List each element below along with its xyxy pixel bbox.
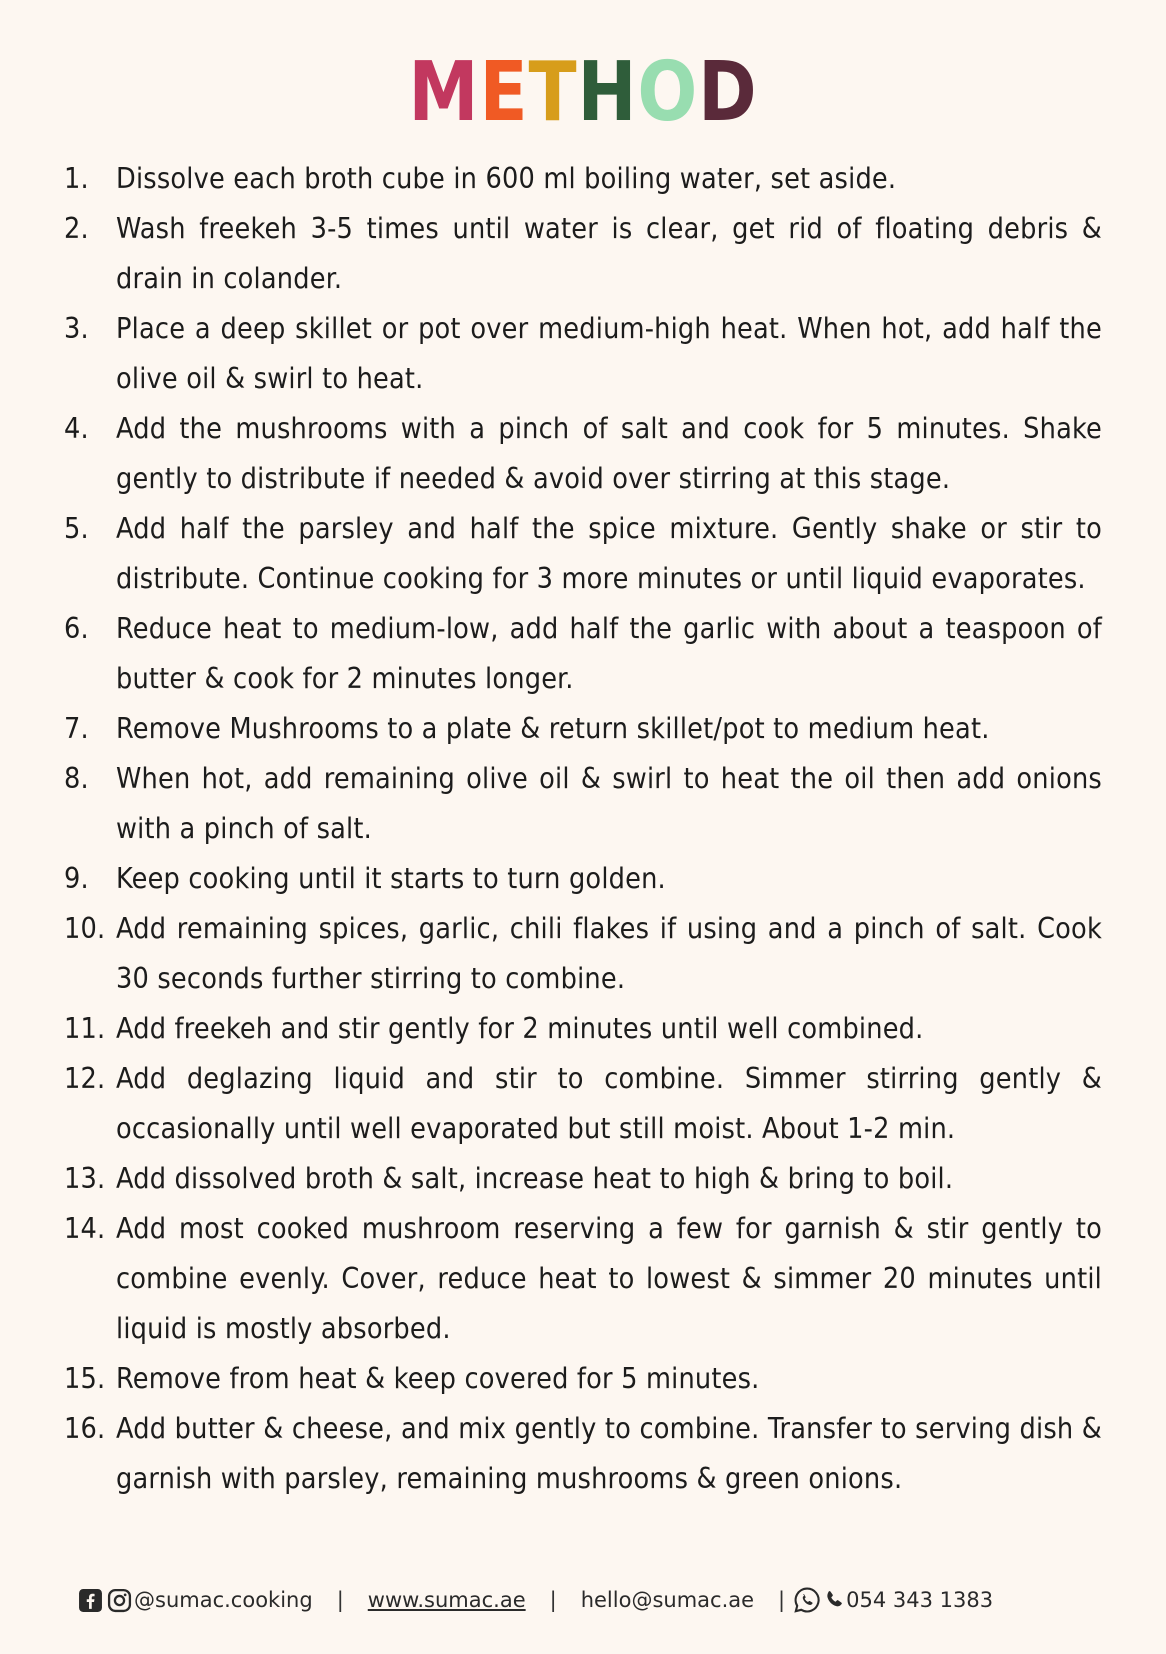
- step-number: 14.: [64, 1212, 106, 1245]
- step-text: Wash freekeh 3-5 times until water is clear, get rid of floating debris & drain in colander.: [116, 212, 1102, 295]
- step-text: Add most cooked mushroom reserving a few for garnish & stir gently to combine evenly. Cover, reduce heat to lowest & simmer 20 minutes until liquid is mostly absorbed.: [116, 1212, 1102, 1345]
- step-text: When hot, add remaining olive oil & swirl to heat the oil then add onions with a pinch of salt.: [116, 762, 1102, 845]
- step-text: Add butter & cheese, and mix gently to combine. Transfer to serving dish & garnish with parsley, remaining mushrooms & green onions.: [116, 1412, 1102, 1495]
- website-link[interactable]: www.sumac.ae: [367, 1588, 526, 1612]
- step-text: Keep cooking until it starts to turn golden.: [116, 862, 666, 895]
- step-text: Remove Mushrooms to a plate & return skillet/pot to medium heat.: [116, 712, 990, 745]
- title-letter: E: [479, 45, 529, 140]
- step-number: 15.: [64, 1362, 106, 1395]
- footer-separator: |: [336, 1588, 344, 1612]
- contact-footer: [78, 1582, 993, 1618]
- footer-separator: |: [778, 1588, 786, 1612]
- method-step: [64, 854, 1102, 904]
- step-number: 12.: [64, 1062, 106, 1095]
- method-step: [64, 304, 1102, 404]
- method-step: [64, 904, 1102, 1004]
- step-number: 13.: [64, 1162, 106, 1195]
- method-steps-list: [64, 154, 1102, 1504]
- whatsapp-icon[interactable]: [793, 1586, 821, 1614]
- method-step: [64, 204, 1102, 304]
- email-address[interactable]: hello@sumac.ae: [580, 1588, 755, 1612]
- step-text: Add freekeh and stir gently for 2 minutes until well combined.: [116, 1012, 924, 1045]
- method-step: [64, 154, 1102, 204]
- step-number: 2.: [64, 212, 89, 245]
- method-step: [64, 404, 1102, 504]
- title-letter: T: [528, 45, 578, 140]
- step-number: 3.: [64, 312, 89, 345]
- method-step: [64, 1404, 1102, 1504]
- footer-separator: |: [549, 1588, 557, 1612]
- instagram-icon[interactable]: [107, 1588, 132, 1613]
- phone-number[interactable]: 054 343 1383: [846, 1588, 994, 1612]
- method-step: [64, 1004, 1102, 1054]
- social-handle[interactable]: @sumac.cooking: [134, 1588, 313, 1612]
- step-text: Add remaining spices, garlic, chili flakes if using and a pinch of salt. Cook 30 seconds further stirring to combine.: [116, 912, 1102, 995]
- method-step: [64, 604, 1102, 704]
- step-number: 11.: [64, 1012, 106, 1045]
- step-text: Remove from heat & keep covered for 5 minutes.: [116, 1362, 760, 1395]
- step-text: Add the mushrooms with a pinch of salt and cook for 5 minutes. Shake gently to distribute if needed & avoid over stirring at this stage.: [116, 412, 1102, 495]
- method-step: [64, 1154, 1102, 1204]
- step-text: Dissolve each broth cube in 600 ml boiling water, set aside.: [116, 162, 897, 195]
- step-number: 8.: [64, 762, 89, 795]
- step-number: 5.: [64, 512, 89, 545]
- title-letter: D: [698, 45, 758, 140]
- step-number: 6.: [64, 612, 89, 645]
- facebook-icon[interactable]: [78, 1588, 103, 1613]
- title-letter: H: [577, 45, 638, 140]
- page-title: [82, 45, 1085, 140]
- step-text: Reduce heat to medium-low, add half the garlic with about a teaspoon of butter & cook for 2 minutes longer.: [116, 612, 1102, 695]
- phone-icon[interactable]: [823, 1589, 845, 1611]
- step-number: 10.: [64, 912, 106, 945]
- method-step: [64, 1204, 1102, 1354]
- step-text: Add deglazing liquid and stir to combine. Simmer stirring gently & occasionally until well evaporated but still moist. About 1-2 min.: [116, 1062, 1102, 1145]
- method-step: [64, 504, 1102, 604]
- step-text: Add half the parsley and half the spice mixture. Gently shake or stir to distribute. Continue cooking for 3 more minutes or until liquid evaporates.: [116, 512, 1102, 595]
- step-text: Add dissolved broth & salt, increase heat to high & bring to boil.: [116, 1162, 954, 1195]
- step-number: 1.: [64, 162, 89, 195]
- step-number: 7.: [64, 712, 89, 745]
- method-step: [64, 704, 1102, 754]
- title-letter: O: [637, 45, 699, 140]
- step-number: 4.: [64, 412, 89, 445]
- method-step: [64, 1054, 1102, 1154]
- method-step: [64, 1354, 1102, 1404]
- step-number: 9.: [64, 862, 89, 895]
- title-letter: M: [408, 45, 480, 140]
- step-text: Place a deep skillet or pot over medium-high heat. When hot, add half the olive oil & swirl to heat.: [116, 312, 1102, 395]
- step-number: 16.: [64, 1412, 106, 1445]
- method-step: [64, 754, 1102, 854]
